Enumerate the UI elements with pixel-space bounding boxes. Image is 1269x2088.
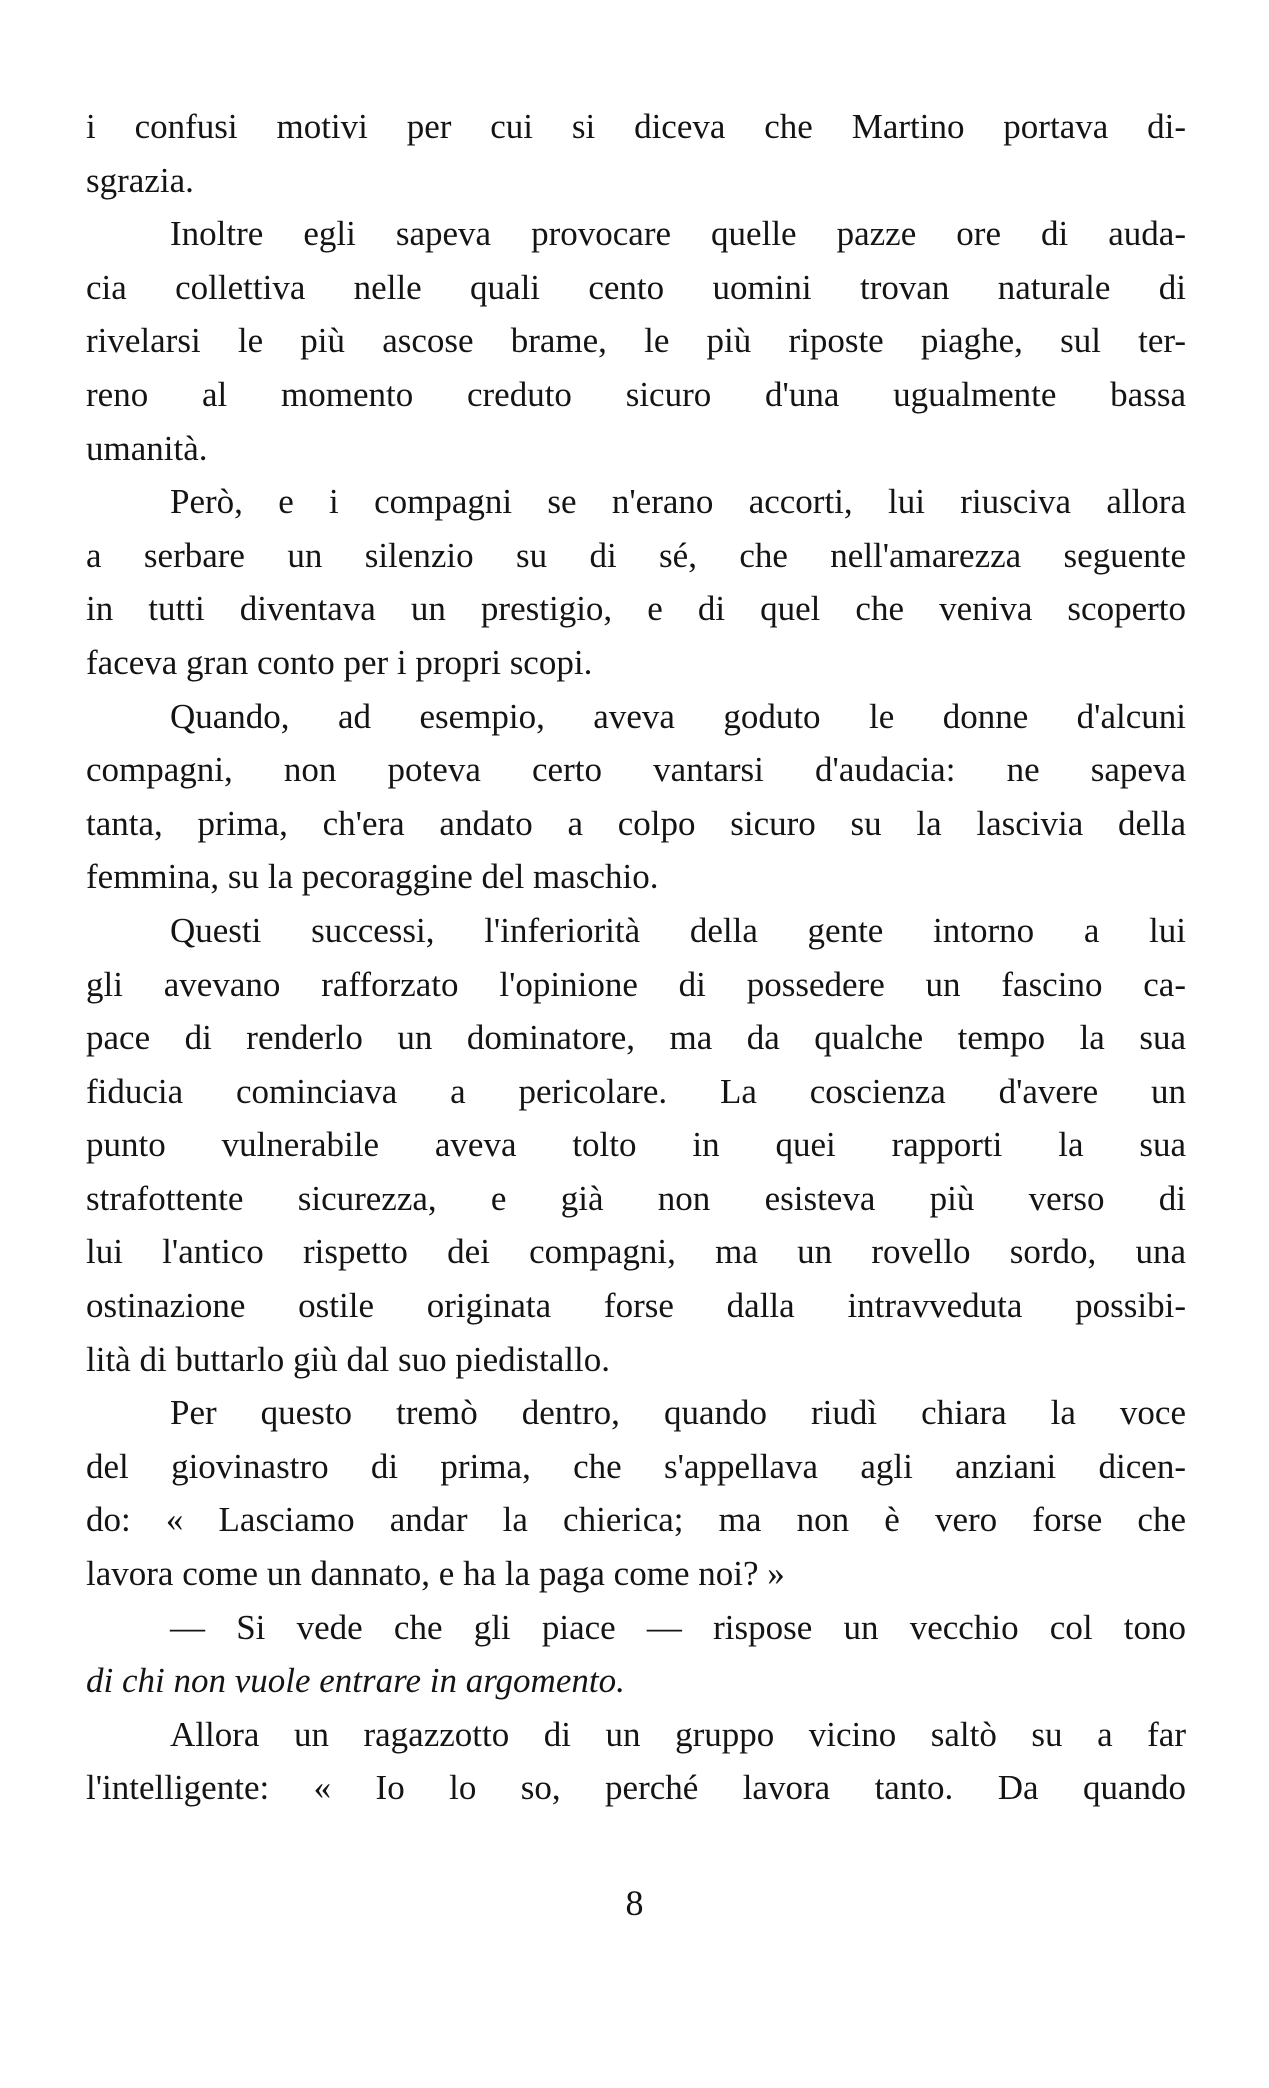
text-line: Questi successi, l'inferiorità della gente intorno a lui: [170, 910, 1186, 950]
text-line: reno al momento creduto sicuro d'una ugualmente bassa: [86, 374, 1186, 414]
text-line: di chi non vuole entrare in argomento.: [86, 1661, 625, 1701]
text-line: Quando, ad esempio, aveva goduto le donne d'alcuni: [170, 696, 1186, 736]
text-line: femmina, su la pecoraggine del maschio.: [86, 857, 659, 897]
text-line: in tutti diventava un prestigio, e di quel che veniva scoperto: [86, 589, 1186, 629]
text-line: fiducia cominciava a pericolare. La coscienza d'avere un: [86, 1071, 1186, 1111]
text-line: i confusi motivi per cui si diceva che Martino portava di-: [86, 107, 1186, 146]
text-line: do: « Lasciamo andar la chierica; ma non è vero forse che: [86, 1500, 1186, 1540]
text-line: Però, e i compagni se n'erano accorti, lui riusciva allora: [170, 482, 1186, 522]
text-line: — Si vede che gli piace — rispose un vecchio col tono: [170, 1607, 1186, 1647]
text-line: a serbare un silenzio su di sé, che nell'amarezza seguente: [86, 535, 1186, 575]
text-line: faceva gran conto per i propri scopi.: [86, 642, 593, 682]
text-line: sgrazia.: [86, 160, 194, 200]
text-line: lità di buttarlo giù dal suo piedistallo.: [86, 1339, 610, 1379]
page-number: 8: [625, 1883, 644, 1923]
text-line: punto vulnerabile aveva tolto in quei rapporti la sua: [86, 1125, 1186, 1165]
body-text: [86, 100, 1186, 1815]
text-line: compagni, non poteva certo vantarsi d'audacia: ne sapeva: [86, 750, 1186, 790]
text-line: pace di renderlo un dominatore, ma da qualche tempo la sua: [86, 1018, 1186, 1058]
text-line: umanità.: [86, 428, 208, 468]
text-line: Allora un ragazzotto di un gruppo vicino saltò su a far: [170, 1714, 1186, 1754]
text-line: lavora come un dannato, e ha la paga come noi? »: [86, 1554, 785, 1594]
text-line: strafottente sicurezza, e già non esisteva più verso di: [86, 1178, 1186, 1218]
text-line: ostinazione ostile originata forse dalla intravveduta possibi-: [86, 1286, 1186, 1326]
text-line: Inoltre egli sapeva provocare quelle pazze ore di auda-: [170, 214, 1186, 254]
text-line: l'intelligente: « Io lo so, perché lavora tanto. Da quando: [86, 1768, 1186, 1808]
text-line: tanta, prima, ch'era andato a colpo sicuro su la lascivia della: [86, 803, 1186, 843]
text-line: Per questo tremò dentro, quando riudì chiara la voce: [170, 1393, 1186, 1433]
text-line: rivelarsi le più ascose brame, le più riposte piaghe, sul ter-: [86, 321, 1186, 361]
text-line: gli avevano rafforzato l'opinione di possedere un fascino ca-: [86, 964, 1186, 1004]
text-line: cia collettiva nelle quali cento uomini trovan naturale di: [86, 267, 1186, 307]
text-line: lui l'antico rispetto dei compagni, ma un rovello sordo, una: [86, 1232, 1186, 1272]
text-line: del giovinastro di prima, che s'appellava agli anziani dicen-: [86, 1446, 1186, 1486]
